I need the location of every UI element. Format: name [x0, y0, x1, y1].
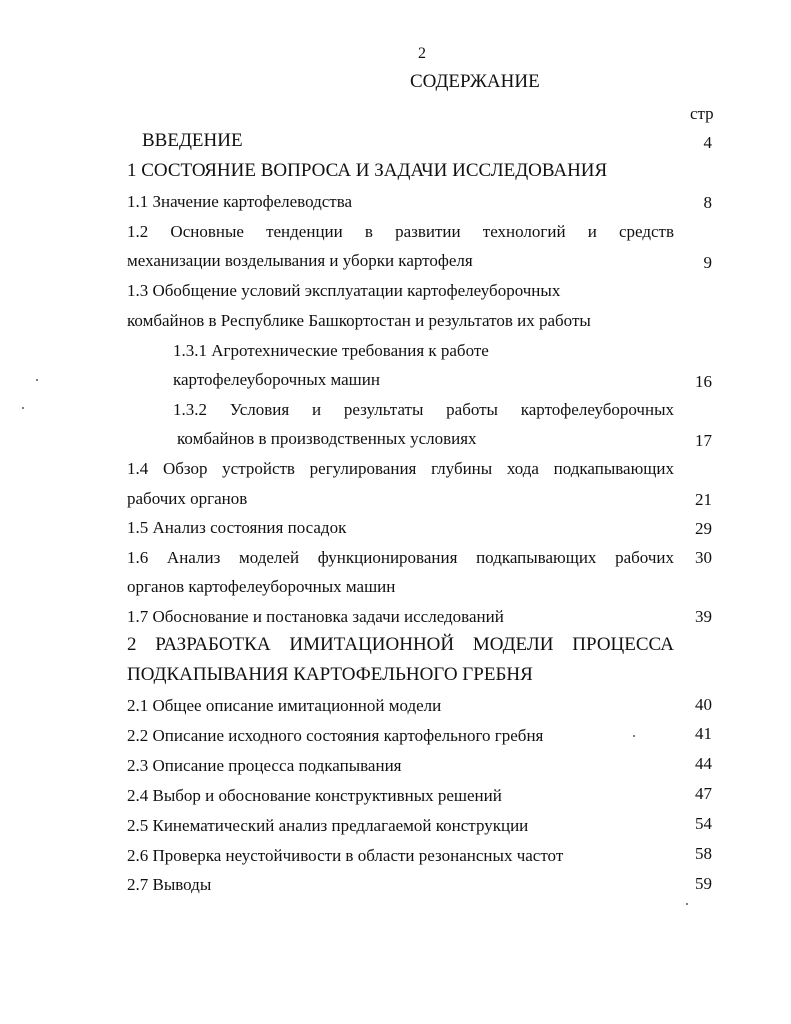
- toc-page-1-3-2: 17: [695, 431, 712, 450]
- toc-page-1-1: 8: [703, 193, 712, 212]
- toc-entry-1-2-line1: 1.2 Основные тенденции в развитии технологий и средств: [127, 222, 674, 241]
- toc-entry-1-3-2-line1: 1.3.2 Условия и результаты работы картофелеуборочных: [173, 400, 674, 419]
- scan-speck: [36, 379, 38, 381]
- toc-page-2-5: 54: [695, 814, 712, 833]
- toc-entry-1-4-line2: рабочих органов: [127, 489, 248, 508]
- toc-page-2-4: 47: [695, 784, 712, 803]
- toc-page-1-5: 29: [695, 519, 712, 538]
- toc-entry-1-3-1-line2: картофелеуборочных машин: [173, 370, 380, 389]
- toc-chapter-1: 1 СОСТОЯНИЕ ВОПРОСА И ЗАДАЧИ ИССЛЕДОВАНИЯ: [127, 160, 608, 181]
- toc-entry-2-2: 2.2 Описание исходного состояния картофельного гребня: [127, 726, 544, 745]
- toc-entry-intro: ВВЕДЕНИЕ: [142, 130, 243, 151]
- toc-entry-1-3-line1: 1.3 Обобщение условий эксплуатации картофелеуборочных: [127, 281, 561, 300]
- toc-entry-1-5: 1.5 Анализ состояния посадок: [127, 518, 347, 537]
- toc-entry-1-6-line1: 1.6 Анализ моделей функционирования подкапывающих рабочих: [127, 548, 674, 567]
- toc-entry-2-3: 2.3 Описание процесса подкапывания: [127, 756, 402, 775]
- toc-page-1-2: 9: [703, 253, 712, 272]
- toc-entry-1-6-line2: органов картофелеуборочных машин: [127, 577, 396, 596]
- page-column-label: стр: [690, 104, 714, 123]
- toc-entry-1-4-line1: 1.4 Обзор устройств регулирования глубины хода подкапывающих: [127, 459, 674, 478]
- toc-entry-2-5: 2.5 Кинематический анализ предлагаемой конструкции: [127, 816, 529, 835]
- toc-page-intro: 4: [703, 133, 712, 152]
- toc-page-2-7: 59: [695, 874, 712, 893]
- toc-page-2-3: 44: [695, 754, 712, 773]
- toc-page-1-4: 21: [695, 490, 712, 509]
- toc-page-2-1: 40: [695, 695, 712, 714]
- toc-entry-1-3-line2: комбайнов в Республике Башкортостан и результатов их работы: [127, 311, 591, 330]
- toc-page-1-6: 30: [695, 548, 712, 567]
- toc-entry-1-3-2-line2: комбайнов в производственных условиях: [177, 429, 477, 448]
- scan-speck: [633, 735, 635, 737]
- scan-speck: [686, 903, 688, 905]
- toc-entry-1-3-1-line1: 1.3.1 Агротехнические требования к работе: [173, 341, 489, 360]
- toc-page-2-2: 41: [695, 724, 712, 743]
- toc-entry-1-2-line2: механизации возделывания и уборки картофеля: [127, 251, 473, 270]
- page-number: 2: [418, 45, 426, 62]
- toc-chapter-2-line2: ПОДКАПЫВАНИЯ КАРТОФЕЛЬНОГО ГРЕБНЯ: [127, 664, 533, 685]
- toc-page-2-6: 58: [695, 844, 712, 863]
- toc-page-1-7: 39: [695, 607, 712, 626]
- toc-page-1-3-1: 16: [695, 372, 712, 391]
- toc-entry-1-1: 1.1 Значение картофелеводства: [127, 192, 353, 211]
- toc-entry-2-7: 2.7 Выводы: [127, 875, 212, 894]
- toc-entry-2-6: 2.6 Проверка неустойчивости в области резонансных частот: [127, 846, 564, 865]
- toc-entry-1-7: 1.7 Обоснование и постановка задачи исследований: [127, 607, 504, 626]
- toc-entry-2-4: 2.4 Выбор и обоснование конструктивных решений: [127, 786, 502, 805]
- scan-speck: [22, 407, 24, 409]
- toc-entry-2-1: 2.1 Общее описание имитационной модели: [127, 696, 442, 715]
- toc-chapter-2-line1: 2 РАЗРАБОТКА ИМИТАЦИОННОЙ МОДЕЛИ ПРОЦЕССА: [127, 634, 674, 655]
- toc-heading: СОДЕРЖАНИЕ: [410, 71, 540, 92]
